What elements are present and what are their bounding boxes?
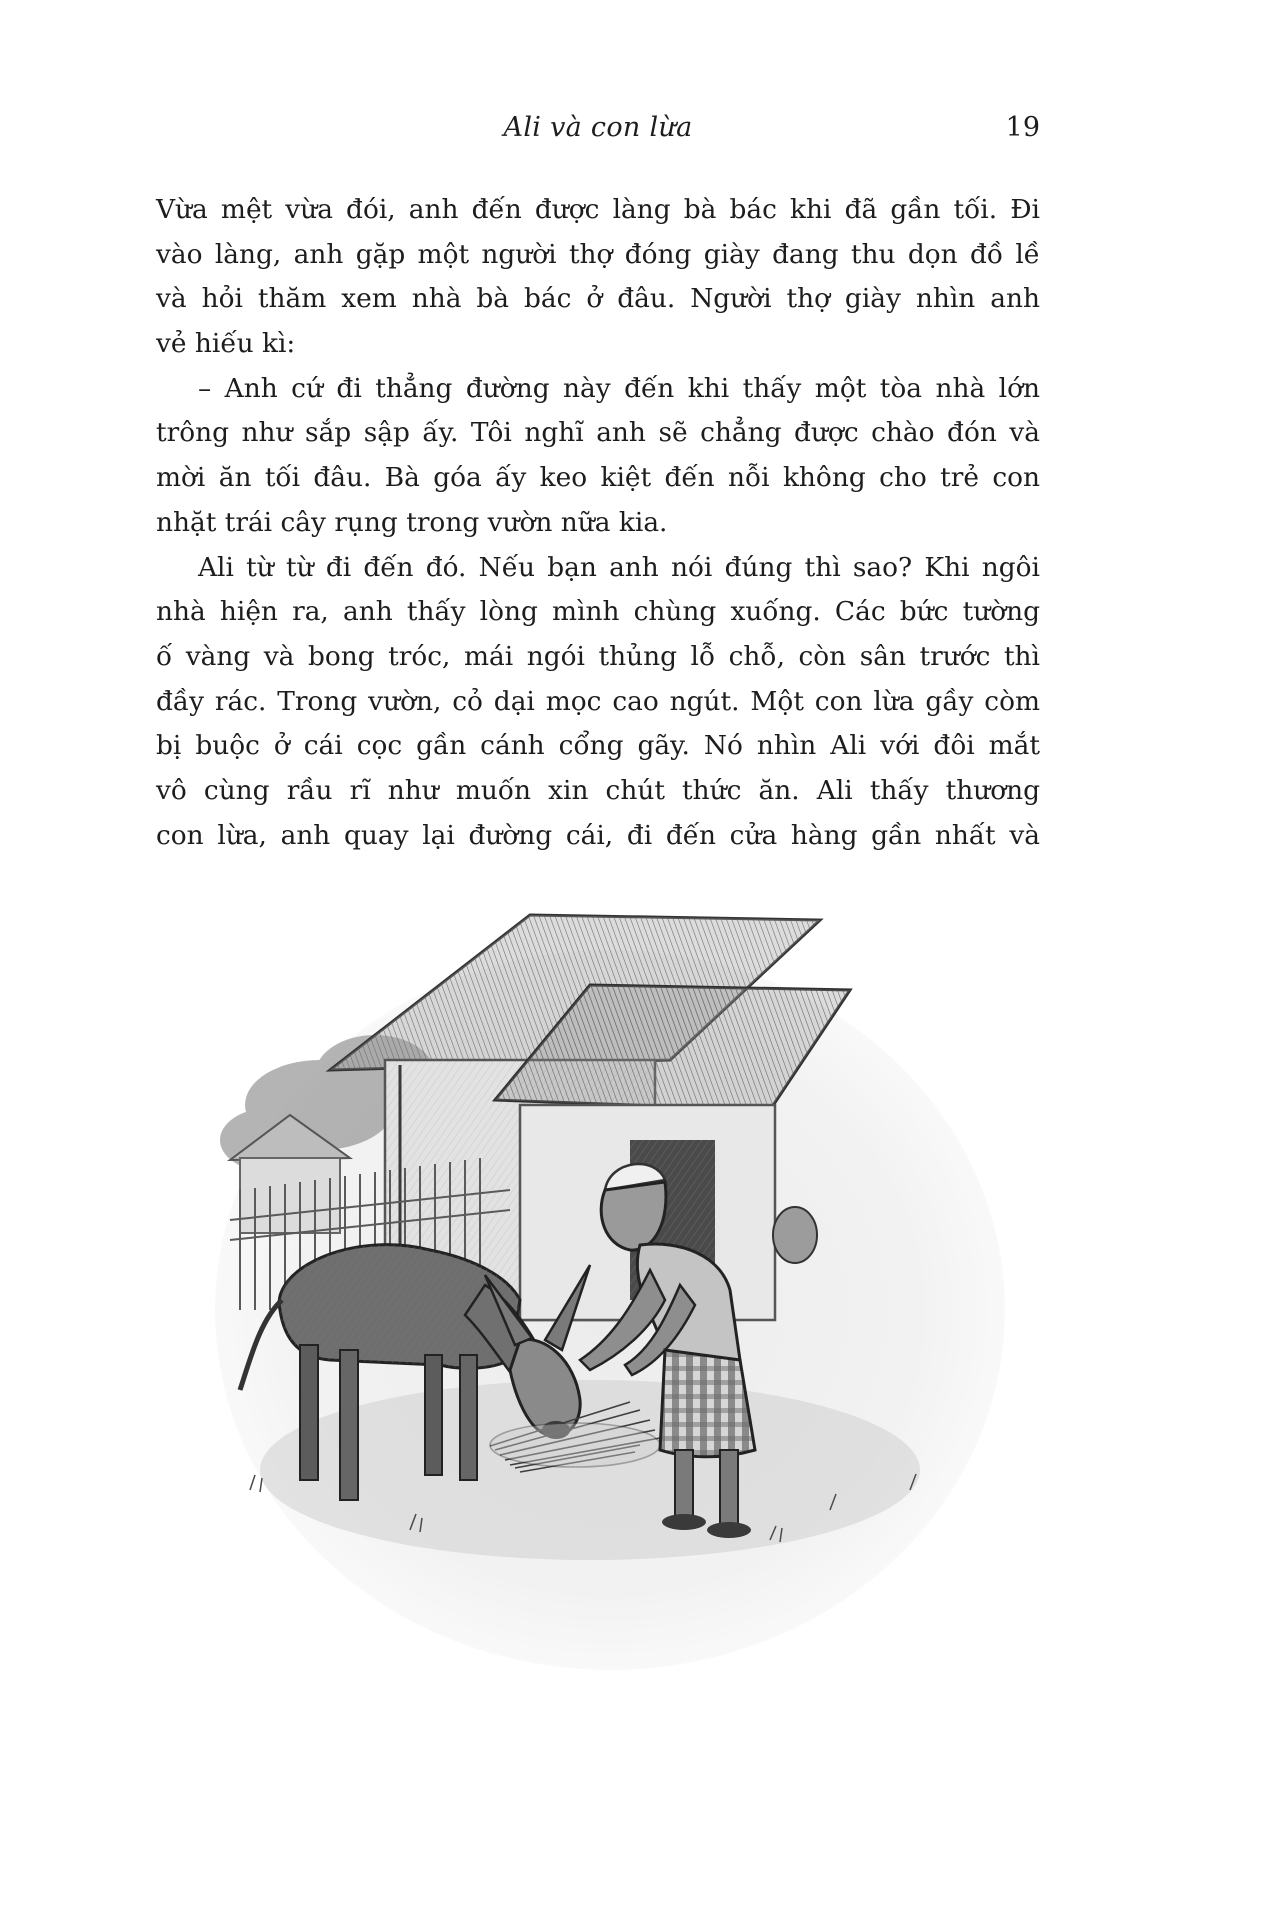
text-line: và hỏi thăm xem nhà bà bác ở đâu. Người thợ giày nhìn anh <box>156 283 1040 315</box>
dialogue-line: – Anh cứ đi thẳng đường này đến khi thấy một tòa nhà lớn <box>198 372 1040 404</box>
text-line: con lừa, anh quay lại đường cái, đi đến cửa hàng gần nhất và <box>156 819 1040 851</box>
text-line: vào làng, anh gặp một người thợ đóng giày đang thu dọn đồ lề <box>156 238 1040 270</box>
text-line: trông như sắp sập ấy. Tôi nghĩ anh sẽ chẳng được chào đón và <box>156 417 1040 449</box>
text-line: nhặt trái cây rụng trong vườn nữa kia. <box>156 506 668 538</box>
text-line: Ali từ từ đi đến đó. Nếu bạn anh nói đúng thì sao? Khi ngôi <box>198 551 1040 583</box>
text-line: vô cùng rầu rĩ như muốn xin chút thức ăn. Ali thấy thương <box>156 774 1040 806</box>
man-sarong <box>660 1350 755 1457</box>
text-line: đầy rác. Trong vườn, cỏ dại mọc cao ngút. Một con lừa gầy còm <box>156 685 1040 717</box>
clay-jar <box>773 1207 817 1263</box>
page-header <box>156 112 1040 152</box>
running-title: Ali và con lừa <box>503 112 693 143</box>
text-line: vẻ hiếu kì: <box>156 328 296 360</box>
text-line: nhà hiện ra, anh thấy lòng mình chùng xuống. Các bức tường <box>156 596 1040 628</box>
story-text <box>156 188 1040 858</box>
donkey-illustration <box>210 890 1010 1680</box>
text-line: ố vàng và bong tróc, mái ngói thủng lỗ chỗ, còn sân trước thì <box>156 640 1040 672</box>
text-line: mời ăn tối đâu. Bà góa ấy keo kiệt đến nỗi không cho trẻ con <box>156 462 1040 494</box>
page-number: 19 <box>1005 112 1040 143</box>
text-line: Vừa mệt vừa đói, anh đến được làng bà bác khi đã gần tối. Đi <box>156 194 1040 225</box>
text-line: bị buộc ở cái cọc gần cánh cổng gãy. Nó nhìn Ali với đôi mắt <box>156 730 1040 762</box>
